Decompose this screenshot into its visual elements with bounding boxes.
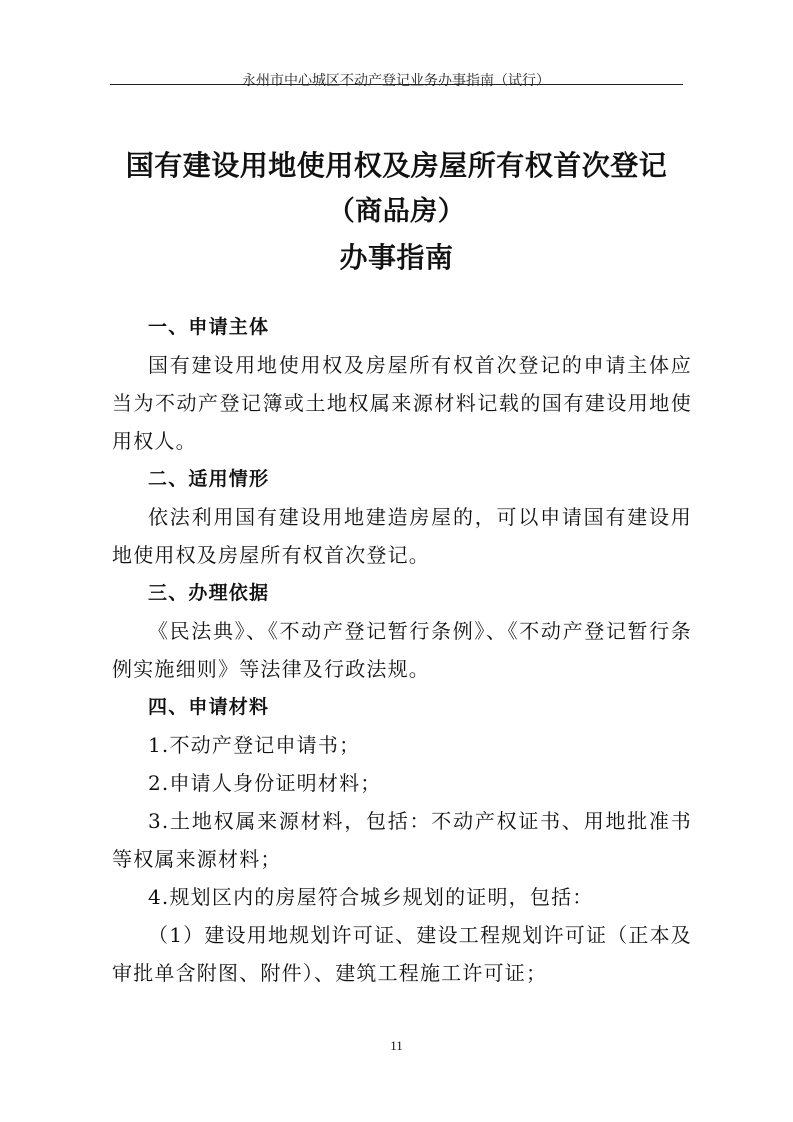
- material-item-4: 4.规划区内的房屋符合城乡规划的证明，包括：: [148, 885, 594, 909]
- document-body: [112, 308, 692, 992]
- material-item-4-1: （1）建设用地规划许可证、建设工程规划许可证（正本及审批单含附图、附件）、建筑工程施工许可证；: [112, 923, 692, 985]
- section-paragraph-applicant: 国有建设用地使用权及房屋所有权首次登记的申请主体应当为不动产登记簿或土地权属来源材料记载的国有建设用地使用权人。: [112, 353, 692, 453]
- section-heading-scope: 二、适用情形: [148, 468, 270, 490]
- title-line-2: （商品房）: [327, 196, 466, 227]
- running-header: 永州市中心城区不动产登记业务办事指南（试行）: [242, 74, 550, 89]
- material-item-3: 3.土地权属来源材料，包括：不动产权证书、用地批准书等权属来源材料；: [112, 809, 692, 871]
- material-item-2: 2.申请人身份证明材料；: [148, 771, 382, 795]
- section-heading-applicant: 一、申请主体: [148, 316, 270, 338]
- section-heading-materials: 四、申请材料: [148, 696, 270, 718]
- title-line-3: 办事指南: [339, 241, 454, 274]
- section-heading-basis: 三、办理依据: [148, 582, 270, 604]
- section-paragraph-basis: 《民法典》、《不动产登记暂行条例》、《不动产登记暂行条例实施细则》等法律及行政法规。: [112, 619, 692, 681]
- title-line-1: 国有建设用地使用权及房屋所有权首次登记: [125, 149, 668, 182]
- section-paragraph-scope: 依法利用国有建设用地建造房屋的，可以申请国有建设用地使用权及房屋所有权首次登记。: [112, 505, 692, 567]
- document-title: [70, 143, 723, 281]
- page-number: 11: [390, 1038, 403, 1053]
- material-item-1: 1.不动产登记申请书；: [148, 733, 361, 757]
- header-rule: [110, 84, 683, 85]
